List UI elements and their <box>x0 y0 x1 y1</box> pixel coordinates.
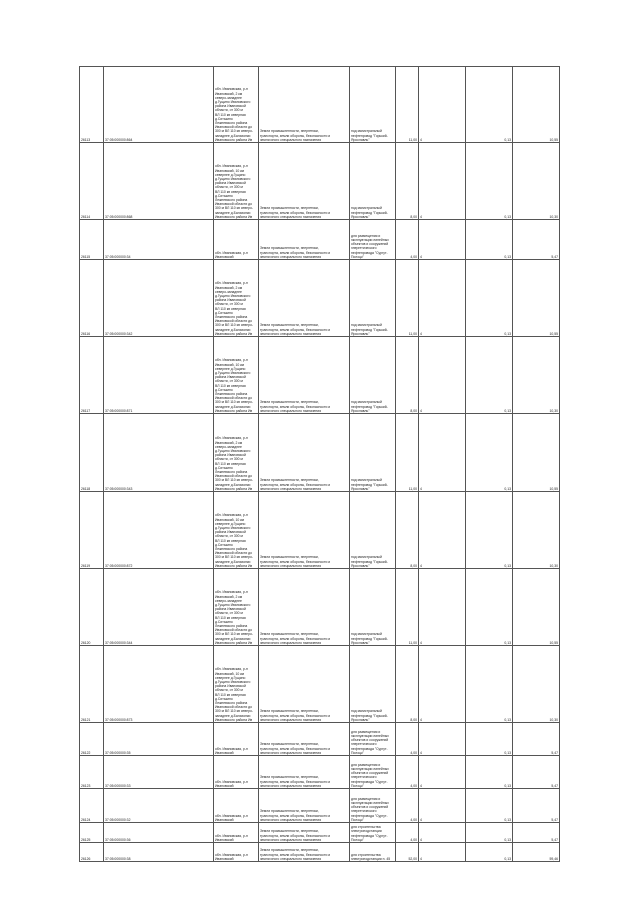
cell-category: Земли промышленности, энергетики, транспорта, земли обороны, безопасности и земли иного специального назначения <box>259 414 350 492</box>
cell-value-1: 4 <box>419 414 466 492</box>
cell-value-3: 10,30 <box>513 492 560 569</box>
cell-address: обл. Ивановская, р-н Ивановский, 2 км северо-западнее д.Гущино Ивановского района Ивановской области, от 300 м ВЛ 110 кв северная д.Ситькино Лежневского района Ивановской области до 300 м ВЛ 110 кв северо- западнее д.Балахонки Ивановского района Ив <box>214 67 259 143</box>
cell-value-2: 0,13 <box>466 823 513 843</box>
cell-address: обл. Ивановская, р-н Ивановский <box>214 843 259 862</box>
table-row <box>80 823 560 843</box>
table-row <box>80 843 560 862</box>
cell-number: 26118 <box>80 414 104 492</box>
cell-number: 26114 <box>80 143 104 220</box>
cell-cadastral: 37:05:000000:38 <box>104 843 214 862</box>
cell-cadastral: 37:05:000000:35 <box>104 723 214 756</box>
land-registry-table <box>79 66 560 862</box>
cell-area: 52,00 <box>396 843 419 862</box>
cell-value-1: 4 <box>419 723 466 756</box>
cell-use: для строительства электроподстанции п. 45 <box>350 843 396 862</box>
cell-use: под магистральный нефтепровод "Горький- Ярославль" <box>350 414 396 492</box>
cell-address: обл. Ивановская, р-н Ивановский, 2 км северо-западнее д.Гущино Ивановского района Ивановской области, от 300 м ВЛ 110 кв северная д.Ситькино Лежневского района Ивановской области до 300 м ВЛ 110 кв северо- западнее д.Балахонки Ивановского района Ив <box>214 260 259 337</box>
cell-cadastral: 37:05:000000:344 <box>104 569 214 646</box>
cell-category: Земли промышленности, энергетики, транспорта, земли обороны, безопасности и земли иного специального назначения <box>259 260 350 337</box>
table-row <box>80 337 560 414</box>
cell-category: Земли промышленности, энергетики, транспорта, земли обороны, безопасности и земли иного специального назначения <box>259 569 350 646</box>
cell-use: под магистральный нефтепровод "Горький- Ярославль" <box>350 492 396 569</box>
cell-value-2: 0,13 <box>466 220 513 260</box>
cell-value-1: 4 <box>419 789 466 823</box>
cell-area: 4,00 <box>396 220 419 260</box>
cell-value-2: 0,13 <box>466 646 513 723</box>
cell-cadastral: 37:05:000000:872 <box>104 492 214 569</box>
cell-use: под магистральный нефтепровод "Горький- Ярославль" <box>350 337 396 414</box>
cell-area: 4,00 <box>396 756 419 789</box>
cell-value-3: 10,55 <box>513 260 560 337</box>
cell-use: под магистральный нефтепровод "Горький- Ярославль" <box>350 143 396 220</box>
cell-value-3: 10,55 <box>513 569 560 646</box>
cell-cadastral: 37:05:000000:871 <box>104 337 214 414</box>
cell-value-1: 4 <box>419 67 466 143</box>
cell-category: Земли промышленности, энергетики, транспорта, земли обороны, безопасности и земли иного специального назначения <box>259 67 350 143</box>
cell-value-2: 0,13 <box>466 789 513 823</box>
cell-use: для размещения и эксплуатации линейных объектов и сооружений энергетического нефтепровода "Сургут- Полоцк" <box>350 756 396 789</box>
cell-number: 26125 <box>80 823 104 843</box>
cell-category: Земли промышленности, энергетики, транспорта, земли обороны, безопасности и земли иного специального назначения <box>259 220 350 260</box>
cell-value-1: 4 <box>419 646 466 723</box>
cell-category: Земли промышленности, энергетики, транспорта, земли обороны, безопасности и земли иного специального назначения <box>259 723 350 756</box>
cell-number: 26116 <box>80 260 104 337</box>
cell-area: 4,00 <box>396 823 419 843</box>
cell-value-2: 0,13 <box>466 337 513 414</box>
cell-value-1: 4 <box>419 337 466 414</box>
cell-value-1: 4 <box>419 220 466 260</box>
table-row <box>80 492 560 569</box>
cell-area: 8,00 <box>396 143 419 220</box>
cell-use: под магистральный нефтепровод "Горький- Ярославль" <box>350 260 396 337</box>
cell-value-3: 5,47 <box>513 723 560 756</box>
cell-value-1: 4 <box>419 260 466 337</box>
cell-value-3: 10,55 <box>513 67 560 143</box>
cell-address: обл. Ивановская, р-н Ивановский, 10 км севернее д.Гущино д.Гущино Ивановского района Ивановской области, от 300 м ВЛ 110 кв северная д.Ситькино Лежневского района Ивановской области до 300 м ВЛ 110 кв северо- западнее д.Балахонки Ивановского района Ив <box>214 646 259 723</box>
cell-value-1: 4 <box>419 823 466 843</box>
cell-value-1: 4 <box>419 492 466 569</box>
cell-area: 4,00 <box>396 723 419 756</box>
cell-area: 11,00 <box>396 569 419 646</box>
cell-use: для размещения и эксплуатации линейных объектов и сооружений энергетического нефтепровода "Сургут- Полоцк" <box>350 723 396 756</box>
cell-value-2: 0,13 <box>466 723 513 756</box>
cell-value-3: 5,47 <box>513 789 560 823</box>
cell-value-2: 0,13 <box>466 569 513 646</box>
cell-use: для размещения и эксплуатации линейных объектов и сооружений энергетического нефтепровода "Сургут- Полоцк" <box>350 220 396 260</box>
cell-value-3: 59,46 <box>513 843 560 862</box>
cell-area: 11,00 <box>396 260 419 337</box>
cell-value-3: 10,30 <box>513 143 560 220</box>
cell-value-3: 5,47 <box>513 823 560 843</box>
cell-area: 8,00 <box>396 492 419 569</box>
cell-area: 8,00 <box>396 337 419 414</box>
cell-category: Земли промышленности, энергетики, транспорта, земли обороны, безопасности и земли иного специального назначения <box>259 492 350 569</box>
cell-value-3: 10,55 <box>513 414 560 492</box>
cell-address: обл. Ивановская, р-н Ивановский <box>214 789 259 823</box>
cell-use: под магистральный нефтепровод "Горький- Ярославль" <box>350 67 396 143</box>
table-row <box>80 260 560 337</box>
cell-cadastral: 37:05:000000:32 <box>104 789 214 823</box>
cell-area: 11,00 <box>396 67 419 143</box>
cell-category: Земли промышленности, энергетики, транспорта, земли обороны, безопасности и земли иного специального назначения <box>259 789 350 823</box>
table-row <box>80 756 560 789</box>
cell-number: 26117 <box>80 337 104 414</box>
cell-category: Земли промышленности, энергетики, транспорта, земли обороны, безопасности и земли иного специального назначения <box>259 843 350 862</box>
cell-number: 26126 <box>80 843 104 862</box>
cell-address: обл. Ивановская, р-н Ивановский, 2 км северо-западнее д.Гущино Ивановского района Ивановской области, от 300 м ВЛ 110 кв северная д.Ситькино Лежневского района Ивановской области до 300 м ВЛ 110 кв северо- западнее д.Балахонки Ивановского района Ив <box>214 414 259 492</box>
cell-address: обл. Ивановская, р-н Ивановский <box>214 756 259 789</box>
cell-number: 26121 <box>80 646 104 723</box>
cell-value-2: 0,13 <box>466 414 513 492</box>
cell-value-3: 5,47 <box>513 220 560 260</box>
cell-value-1: 4 <box>419 843 466 862</box>
cell-cadastral: 37:05:000000:342 <box>104 260 214 337</box>
cell-address: обл. Ивановская, р-н Ивановский <box>214 823 259 843</box>
cell-address: обл. Ивановская, р-н Ивановский <box>214 220 259 260</box>
cell-cadastral: 37:05:000000:868 <box>104 143 214 220</box>
cell-address: обл. Ивановская, р-н Ивановский, 10 км севернее д.Гущино д.Гущино Ивановского района Ивановской области, от 300 м ВЛ 110 кв северная д.Ситькино Лежневского района Ивановской области до 300 м ВЛ 110 кв северо- западнее д.Балахонки Ивановского района Ив <box>214 492 259 569</box>
cell-address: обл. Ивановская, р-н Ивановский, 10 км севернее д.Гущино д.Гущино Ивановского района Ивановской области, от 300 м ВЛ 110 кв северная д.Ситькино Лежневского района Ивановской области до 300 м ВЛ 110 кв северо- западнее д.Балахонки Ивановского района Ив <box>214 143 259 220</box>
table-row <box>80 143 560 220</box>
cell-value-1: 4 <box>419 143 466 220</box>
cell-cadastral: 37:05:000000:33 <box>104 756 214 789</box>
cell-category: Земли промышленности, энергетики, транспорта, земли обороны, безопасности и земли иного специального назначения <box>259 646 350 723</box>
table-row <box>80 414 560 492</box>
cell-category: Земли промышленности, энергетики, транспорта, земли обороны, безопасности и земли иного специального назначения <box>259 143 350 220</box>
cell-use: для размещения и эксплуатации линейных объектов и сооружений энергетического нефтепровода "Сургут- Полоцк" <box>350 789 396 823</box>
cell-number: 26124 <box>80 789 104 823</box>
cell-cadastral: 37:05:000000:873 <box>104 646 214 723</box>
table-row <box>80 569 560 646</box>
cell-number: 26122 <box>80 723 104 756</box>
cell-use: под магистральный нефтепровод "Горький- Ярославль" <box>350 646 396 723</box>
cell-value-1: 4 <box>419 756 466 789</box>
cell-value-2: 0,13 <box>466 843 513 862</box>
cell-category: Земли промышленности, энергетики, транспорта, земли обороны, безопасности и земли иного специального назначения <box>259 823 350 843</box>
table-row <box>80 67 560 143</box>
cell-value-2: 0,13 <box>466 143 513 220</box>
cell-value-3: 10,30 <box>513 646 560 723</box>
cell-use: под магистральный нефтепровод "Горький- Ярославль" <box>350 569 396 646</box>
cell-value-1: 4 <box>419 569 466 646</box>
cell-category: Земли промышленности, энергетики, транспорта, земли обороны, безопасности и земли иного специального назначения <box>259 337 350 414</box>
cell-address: обл. Ивановская, р-н Ивановский <box>214 723 259 756</box>
cell-number: 26115 <box>80 220 104 260</box>
cell-area: 8,00 <box>396 646 419 723</box>
cell-value-2: 0,13 <box>466 260 513 337</box>
cell-number: 26113 <box>80 67 104 143</box>
cell-value-3: 10,30 <box>513 337 560 414</box>
table-row <box>80 646 560 723</box>
cell-value-3: 5,47 <box>513 756 560 789</box>
cell-use: для строительства электроподстанции нефтепровода "Сургут- Полоцк" <box>350 823 396 843</box>
cell-value-2: 0,13 <box>466 492 513 569</box>
table-row <box>80 220 560 260</box>
cell-address: обл. Ивановская, р-н Ивановский, 10 км севернее д.Гущино д.Гущино Ивановского района Ивановской области, от 300 м ВЛ 110 кв северная д.Ситькино Лежневского района Ивановской области до 300 м ВЛ 110 кв северо- западнее д.Балахонки Ивановского района Ив <box>214 337 259 414</box>
cell-value-2: 0,13 <box>466 67 513 143</box>
cell-cadastral: 37:05:000000:34 <box>104 220 214 260</box>
cell-address: обл. Ивановская, р-н Ивановский, 2 км северо-западнее д.Гущино Ивановского района Ивановской области, от 300 м ВЛ 110 кв северная д.Ситькино Лежневского района Ивановской области до 300 м ВЛ 110 кв северо- западнее д.Балахонки Ивановского района Ив <box>214 569 259 646</box>
cell-cadastral: 37:05:000000:36 <box>104 823 214 843</box>
cell-number: 26119 <box>80 492 104 569</box>
cell-cadastral: 37:05:000000:343 <box>104 414 214 492</box>
cell-category: Земли промышленности, энергетики, транспорта, земли обороны, безопасности и земли иного специального назначения <box>259 756 350 789</box>
cell-number: 26120 <box>80 569 104 646</box>
cell-area: 11,00 <box>396 414 419 492</box>
cell-area: 4,00 <box>396 789 419 823</box>
table-row <box>80 723 560 756</box>
cell-value-2: 0,13 <box>466 756 513 789</box>
table-row <box>80 789 560 823</box>
cell-number: 26123 <box>80 756 104 789</box>
cell-cadastral: 37:05:000000:864 <box>104 67 214 143</box>
